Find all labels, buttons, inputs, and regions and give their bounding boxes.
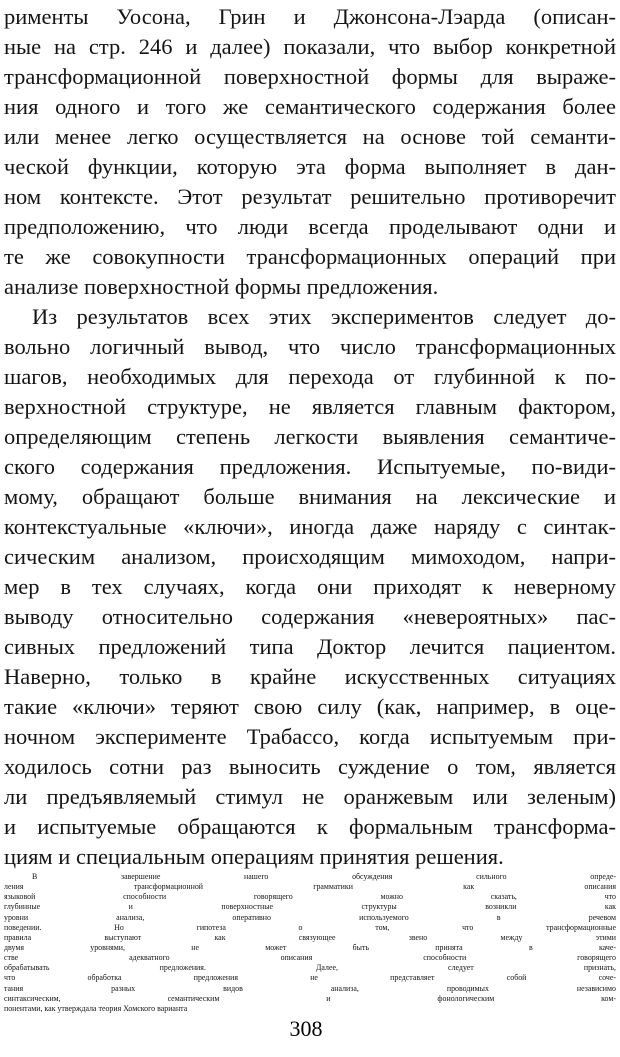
text-line: ночном эксперименте Трабассо, когда испытуемым при- — [4, 724, 616, 749]
text-line: ления трансформационной грамматики как описания — [4, 882, 616, 892]
text-line: понентами, как утверждала теория Хомского варианта — [4, 1003, 188, 1013]
text-line: ном контексте. Этот результат решительно противоречит — [4, 184, 616, 209]
text-line: стве адекватного описания способности говорящего — [4, 953, 616, 963]
text-line: обрабатывать предложения. Далее, следует признать, — [4, 963, 616, 973]
text-line: правила выступают как связующее звено между этими — [4, 932, 616, 942]
text-line: ния одного и того же семантического содержания более — [4, 94, 616, 119]
text-line: шагов, необходимых для перехода от глубинной к по- — [4, 364, 616, 389]
page-number: 308 — [289, 1016, 323, 1041]
text-line: ные на стр. 246 и далее) показали, что выбор конкретной — [4, 34, 616, 59]
text-line: вольно логичный вывод, что число трансформационных — [4, 334, 616, 359]
text-line: рименты Уосона, Грин и Джонсона-Лэарда (описан- — [4, 4, 616, 29]
text-line: определяющим степень легкости выявления семантиче- — [4, 424, 616, 449]
text-line: сивных предложений типа Доктор лечится пациентом. — [4, 634, 616, 659]
text-line: двумя уровнями, не может быть принята в каче- — [4, 943, 616, 952]
text-line: мому, обращают больше внимания на лексические и — [4, 484, 616, 509]
text-line: ского содержания предложения. Испытуемые, по-види- — [4, 454, 616, 479]
text-line: предположению, что люди всегда проделывают одни и — [4, 214, 616, 239]
text-line: и испытуемые обращаются к формальным трансформа- — [4, 814, 616, 839]
text-line: выводу относительно содержания «невероятных» пас- — [4, 604, 616, 629]
text-line: трансформационной поверхностной формы для выраже- — [4, 64, 616, 89]
text-line: сическим анализом, происходящим мимоходом, напри- — [4, 544, 616, 569]
book-page — [4, 2, 616, 1052]
text-line: ходилось сотни раз выносить суждение о том, является — [4, 754, 616, 779]
paragraph-first-line: В завершение нашего обсуждения сильного опреде- — [32, 872, 616, 881]
paragraph-first-line: Из результатов всех этих экспериментов следует до- — [32, 304, 616, 329]
text-line: контекстуальные «ключи», иногда даже наряду с синтак- — [4, 514, 616, 539]
text-line: что обработка предложения не представляет собой соче- — [4, 973, 616, 983]
text-line: такие «ключи» теряют свою силу (как, например, в оце- — [4, 694, 616, 719]
text-line: тания разных видов анализа, проводимых независимо — [4, 983, 616, 993]
text-line: глубинные и поверхностные структуры возникли как — [4, 902, 616, 912]
text-line: циям и специальным операциям принятия решения. — [4, 844, 504, 869]
text-line: анализе поверхностной формы предложения. — [4, 274, 439, 299]
text-line: уровни анализа, оперативно используемого в речевом — [4, 912, 616, 922]
text-line: те же совокупности трансформационных операций при — [4, 244, 616, 269]
text-line: синтаксическим, семантическим и фонологическим ком- — [4, 993, 616, 1003]
text-line: поведении. Но гипотеза о том, что трансформационные — [4, 922, 616, 932]
text-line: языковой способности говорящего можно сказать, что — [4, 892, 616, 902]
text-line: Наверно, только в крайне искусственных ситуациях — [4, 664, 616, 689]
text-line: ческой функции, которую эта форма выполняет в дан- — [4, 154, 616, 179]
text-line: верхностной структуре, не является главным фактором, — [4, 394, 616, 419]
text-line: или менее легко осуществляется на основе той семанти- — [4, 124, 616, 149]
text-line: мер в тех случаях, когда они приходят к неверному — [4, 574, 616, 599]
text-line: ли предъявляемый стимул не оранжевым или зеленым) — [4, 784, 616, 809]
